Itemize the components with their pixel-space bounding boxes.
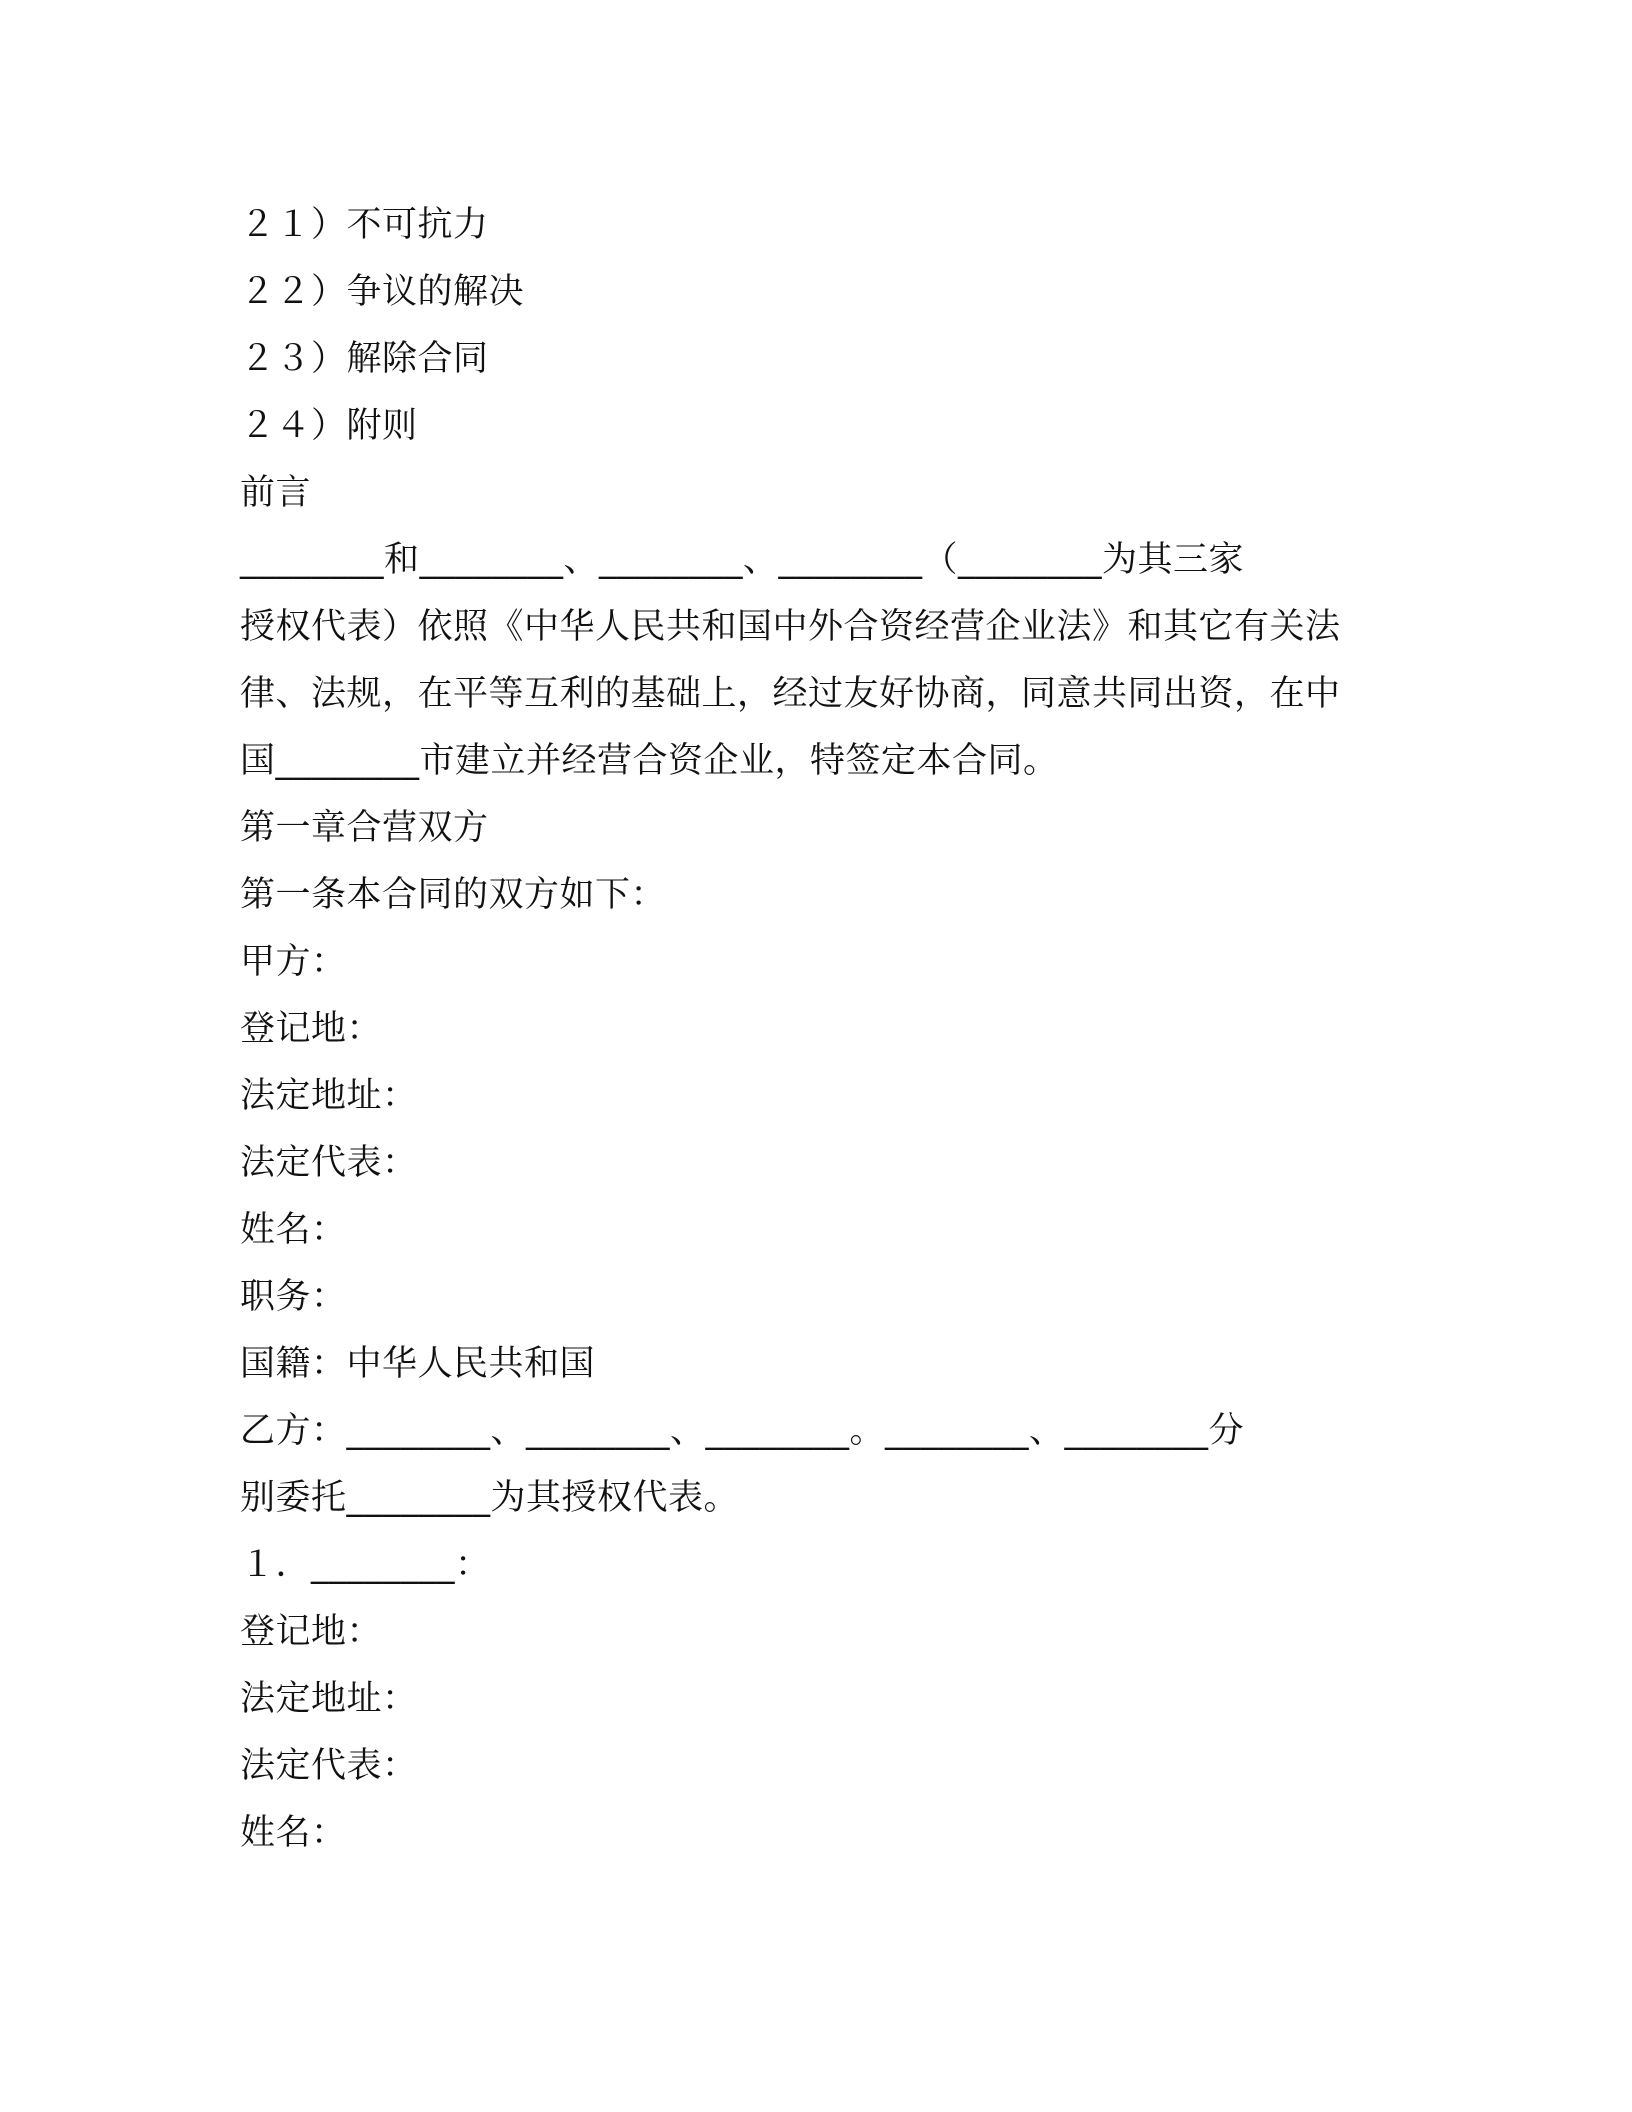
party-b-legal-address: 法定地址：: [240, 1679, 418, 1719]
chapter-1-heading: 第一章合营双方: [240, 808, 489, 848]
preface-line-4: 国________市建立并经营合资企业，特签定本合同。: [240, 741, 1059, 781]
party-b-name: 姓名：: [240, 1813, 347, 1853]
party-a-name: 姓名：: [240, 1210, 347, 1250]
party-a-block: [240, 929, 1390, 1398]
party-a-position: 职务：: [240, 1277, 347, 1317]
article-1: 第一条本合同的双方如下：: [240, 875, 667, 915]
party-b-registration: 登记地：: [240, 1612, 383, 1652]
toc-item-22: ２２）争议的解决: [240, 272, 525, 312]
chapter-1-section: [240, 795, 1390, 1867]
party-a-legal-address: 法定地址：: [240, 1076, 418, 1116]
preface-section: [240, 460, 1390, 795]
toc-item-21: ２１）不可抗力: [240, 205, 489, 245]
document-body: [240, 192, 1390, 1867]
preface-line-2: 授权代表）依照《中华人民共和国中外合资经营企业法》和其它有关法: [240, 607, 1341, 647]
party-b-block: [240, 1398, 1390, 1867]
party-a-legal-rep: 法定代表：: [240, 1143, 418, 1183]
party-a-label: 甲方：: [240, 942, 347, 982]
toc-item-24: ２４）附则: [240, 406, 418, 446]
preface-line-3: 律、法规，在平等互利的基础上，经过友好协商，同意共同出资，在中: [240, 674, 1341, 714]
toc-item-23: ２３）解除合同: [240, 339, 489, 379]
party-a-nationality: 国籍：中华人民共和国: [240, 1344, 596, 1384]
party-a-registration: 登记地：: [240, 1009, 383, 1049]
preface-line-1: ________和________、________、________（________为其三家: [240, 540, 1245, 580]
party-b-line-2: 别委托________为其授权代表。: [240, 1478, 740, 1518]
party-b-legal-rep: 法定代表：: [240, 1746, 418, 1786]
table-of-contents: [240, 192, 1390, 460]
party-b-line-1: 乙方：________、________、________。________、________分: [240, 1411, 1245, 1451]
party-b-sub-1: １．________：: [240, 1545, 491, 1585]
preface-heading: 前言: [240, 473, 312, 513]
